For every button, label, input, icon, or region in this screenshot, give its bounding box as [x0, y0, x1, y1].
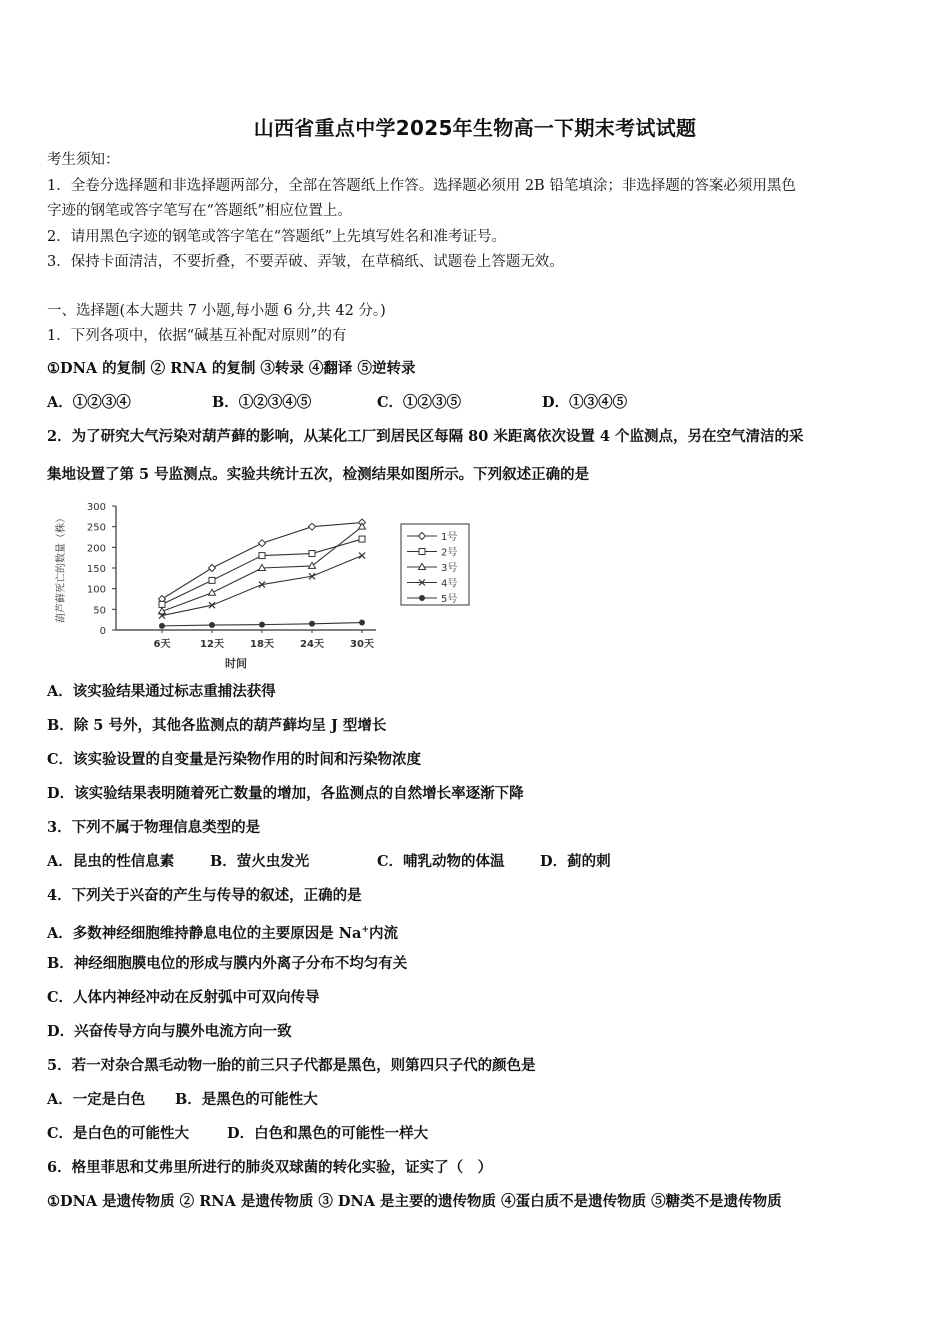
- q5-option-d: D．白色和黑色的可能性一样大: [227, 1125, 429, 1142]
- data-point-series-1: [209, 565, 216, 572]
- q5-option-c: C．是白色的可能性大: [47, 1125, 190, 1142]
- data-point-series-1: [259, 540, 266, 547]
- x-tick-label: 12天: [200, 639, 224, 650]
- y-tick-label: 300: [86, 502, 106, 513]
- y-tick-label: 50: [93, 605, 106, 617]
- q3-stem: 3．下列不属于物理信息类型的是: [47, 819, 261, 836]
- notice-heading: 考生须知：: [47, 152, 120, 168]
- q5-option-b: B．是黑色的可能性大: [175, 1091, 318, 1108]
- notice-item-3: 3．保持卡面清洁，不要折叠，不要弄破、弄皱，在草稿纸、试题卷上答题无效。: [47, 254, 564, 270]
- q2-option-b: B．除 5 号外，其他各监测点的葫芦藓均呈 J 型增长: [47, 717, 387, 734]
- q4-option-c: C．人体内神经冲动在反射弧中可双向传导: [47, 989, 320, 1006]
- x-tick-label: 30天: [350, 639, 374, 650]
- y-tick-label: 100: [86, 584, 106, 596]
- y-tick-label: 150: [86, 564, 106, 575]
- notice-item-2: 2．请用黑色字迹的钢笔或答字笔在“答题纸”上先填写姓名和准考证号。: [47, 229, 507, 245]
- data-point-series-5: [259, 622, 265, 628]
- q1-option-d: D．①③④⑤: [542, 394, 628, 411]
- data-point-series-1: [309, 523, 316, 530]
- q2-option-a: A．该实验结果通过标志重捕法获得: [47, 683, 276, 700]
- legend-label: 2号: [441, 547, 458, 559]
- q2-line-chart: [44, 496, 484, 676]
- q3-option-d: D．蓟的刺: [540, 853, 611, 870]
- y-tick-label: 0: [99, 626, 106, 637]
- notice-item-1b: 字迹的钢笔或答字笔写在“答题纸”相应位置上。: [47, 203, 352, 219]
- q2-option-c: C．该实验设置的自变量是污染物作用的时间和污染物浓度: [47, 751, 422, 768]
- q4-option-d: D．兴奋传导方向与膜外电流方向一致: [47, 1023, 292, 1040]
- q1-option-b: B．①②③④⑤: [212, 394, 312, 411]
- q4-option-a-sup: +: [361, 925, 369, 935]
- q1-option-a: A．①②③④: [47, 394, 131, 411]
- y-tick-label: 250: [86, 522, 106, 534]
- q4-stem: 4．下列关于兴奋的产生与传导的叙述，正确的是: [47, 887, 362, 904]
- q2-stem-b: 集地设置了第 5 号监测点。实验共统计五次，检测结果如图所示。下列叙述正确的是: [47, 466, 590, 483]
- x-axis-label: 时间: [225, 657, 247, 670]
- q4-option-a-text: A．多数神经细胞维持静息电位的主要原因是 Na: [47, 924, 362, 942]
- legend-marker: [419, 549, 425, 555]
- series-line-1: [162, 523, 362, 599]
- q6-items: ①DNA 是遗传物质 ② RNA 是遗传物质 ③ DNA 是主要的遗传物质 ④蛋白质不是遗传物质 ⑤糖类不是遗传物质: [47, 1193, 782, 1210]
- q2-stem-a: 2．为了研究大气污染对葫芦藓的影响，从某化工厂到居民区每隔 80 米距离依次设置 4 个监测点，另在空气清洁的采: [47, 428, 804, 445]
- data-point-series-5: [359, 620, 365, 626]
- legend-label: 4号: [441, 578, 458, 590]
- q4-option-b: B．神经细胞膜电位的形成与膜内外离子分布不均匀有关: [47, 955, 408, 972]
- data-point-series-4: [359, 553, 365, 559]
- notice-item-1a: 1．全卷分选择题和非选择题两部分，全部在答题纸上作答。选择题必须用 2B 铅笔填涂；非选择题的答案必须用黑色: [47, 178, 796, 194]
- q6-stem: 6．格里菲思和艾弗里所进行的肺炎双球菌的转化实验，证实了（ ）: [47, 1159, 493, 1176]
- q3-option-b: B．萤火虫发光: [210, 853, 310, 870]
- q5-options-cd: [47, 1124, 907, 1144]
- data-point-series-2: [309, 551, 315, 557]
- data-point-series-2: [259, 553, 265, 559]
- x-tick-label: 24天: [300, 639, 324, 650]
- q5-option-a: A．一定是白色: [47, 1091, 146, 1108]
- section-heading: 一、选择题(本大题共 7 小题,每小题 6 分,共 42 分。): [47, 303, 386, 319]
- q3-option-a: A．昆虫的性信息素: [47, 853, 175, 870]
- series-line-2: [162, 539, 362, 604]
- data-point-series-2: [209, 577, 215, 583]
- data-point-series-5: [209, 622, 215, 628]
- data-point-series-2: [359, 536, 365, 542]
- q2-option-d: D．该实验结果表明随着死亡数量的增加，各监测点的自然增长率逐渐下降: [47, 785, 524, 802]
- data-point-series-5: [309, 621, 315, 627]
- q3-option-c: C．哺乳动物的体温: [377, 853, 505, 870]
- legend-label: 3号: [441, 563, 458, 574]
- x-tick-label: 6天: [153, 639, 171, 650]
- q1-option-c: C．①②③⑤: [377, 394, 462, 411]
- q1-items: ①DNA 的复制 ② RNA 的复制 ③转录 ④翻译 ⑤逆转录: [47, 360, 416, 377]
- legend-marker: [419, 595, 425, 601]
- q3-options: [47, 852, 907, 872]
- q5-stem: 5．若一对杂合黑毛动物一胎的前三只子代都是黑色，则第四只子代的颜色是: [47, 1057, 536, 1074]
- y-axis-label: 葫芦藓死亡的数量（株）: [56, 513, 67, 623]
- q5-options-ab: [47, 1090, 907, 1110]
- data-point-series-3: [209, 589, 216, 595]
- q4-option-a: [47, 920, 907, 944]
- legend-label: 1号: [441, 532, 458, 543]
- page-title: 山西省重点中学2025年生物高一下期末考试试题: [253, 116, 697, 140]
- q1-options: [47, 393, 907, 413]
- y-tick-label: 200: [86, 543, 106, 555]
- x-tick-label: 18天: [250, 639, 274, 650]
- legend-label: 5号: [441, 594, 458, 605]
- data-point-series-5: [159, 623, 165, 629]
- q4-option-a-tail: 内流: [369, 924, 398, 942]
- q1-stem: 1．下列各项中，依据“碱基互补配对原则”的有: [47, 328, 347, 344]
- data-point-series-2: [159, 601, 165, 607]
